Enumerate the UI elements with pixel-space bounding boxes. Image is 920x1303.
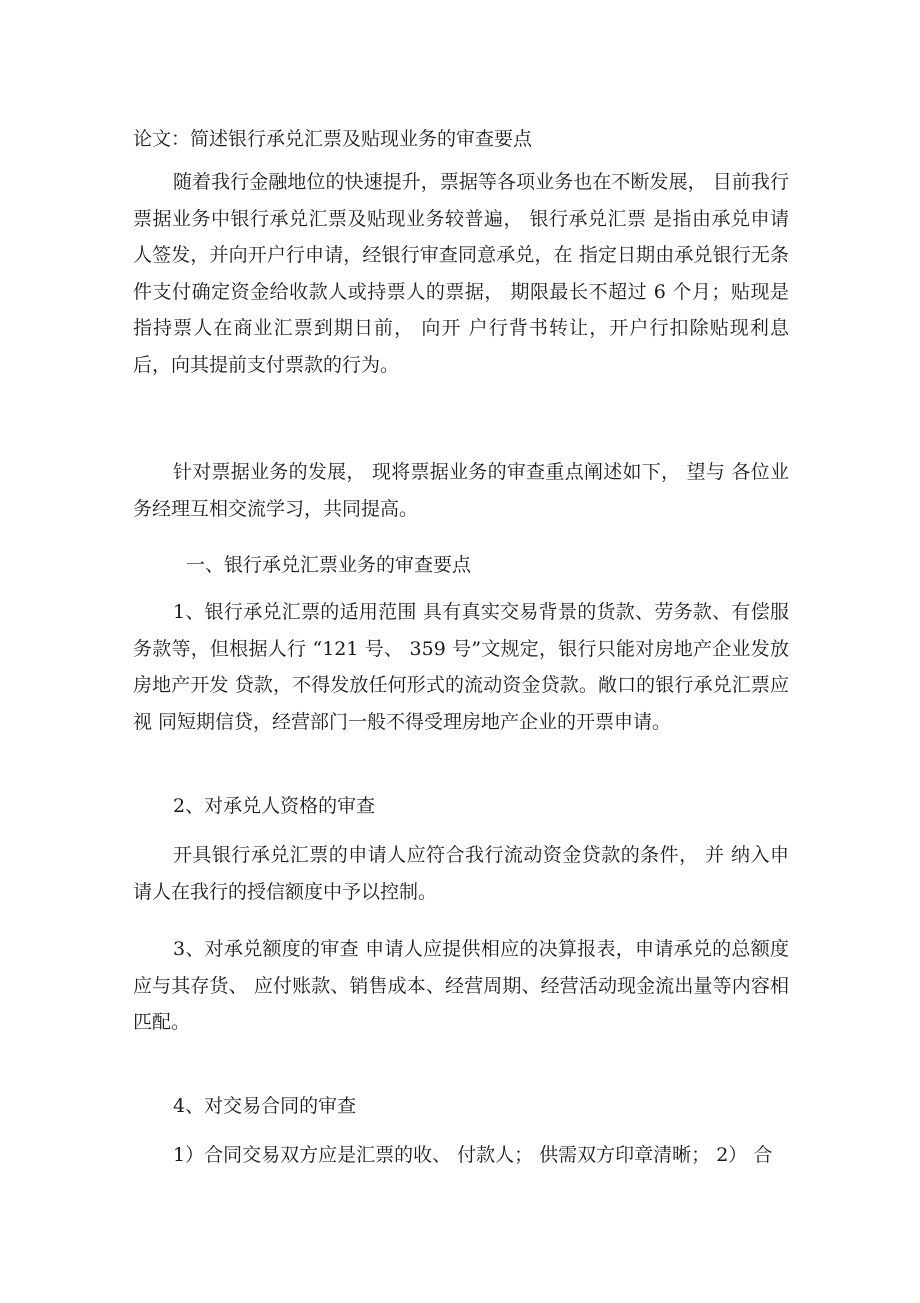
intro-paragraph: 随着我行金融地位的快速提升，票据等各项业务也在不断发展， 目前我行票据业务中银行承兑汇票及贴现业务较普遍， 银行承兑汇票 是指由承兑申请人签发，并向开户行申请，经银行审查同意承兑，在 指定日期由承兑银行无条件支付确定资金给收款人或持票人的票据， 期限最长不超过 6 个月；贴现是指持票人在商业汇票到期日前， 向开 户行背书转让，开户行扣除贴现利息后，向其提前支付票款的行为。 bbox=[133, 171, 789, 376]
purpose-paragraph: 针对票据业务的发展， 现将票据业务的审查重点阐述如下， 望与 各位业务经理互相交流学习，共同提高。 bbox=[133, 461, 789, 520]
document-title: 论文：简述银行承兑汇票及贴现业务的审查要点 bbox=[133, 128, 533, 150]
item-4-heading: 4、对交易合同的审查 bbox=[173, 1095, 357, 1117]
item-3-paragraph: 3、对承兑额度的审查 申请人应提供相应的决算报表，申请承兑的总额度应与其存货、 应付账款、销售成本、经营周期、经营活动现金流出量等内容相匹配。 bbox=[133, 938, 789, 1033]
item-2-heading: 2、对承兑人资格的审查 bbox=[173, 795, 376, 817]
item-2-body: 开具银行承兑汇票的申请人应符合我行流动资金贷款的条件， 并 纳入申请人在我行的授信额度中予以控制。 bbox=[133, 844, 789, 903]
item-4-sub-1: 1）合同交易双方应是汇票的收、 付款人； 供需双方印章清晰； 2） 合 bbox=[173, 1144, 773, 1166]
item-1-paragraph: 1、银行承兑汇票的适用范围 具有真实交易背景的货款、劳务款、有偿服务款等，但根据人行 “121 号、 359 号”文规定，银行只能对房地产企业发放房地产开发 贷款，不得发放任何形式的流动资金贷款。敞口的银行承兑汇票应视 同短期信贷，经营部门一般不得受理房地产企业的开票申请。 bbox=[133, 601, 789, 733]
section-1-heading: 一、银行承兑汇票业务的审查要点 bbox=[186, 554, 472, 576]
